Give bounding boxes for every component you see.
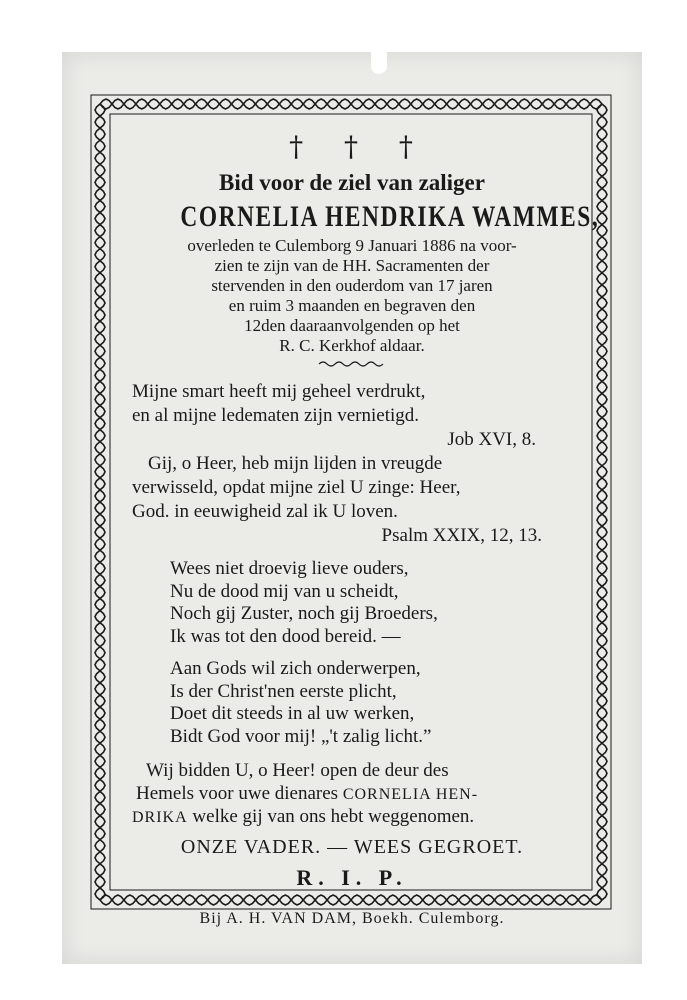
border-chain-strand [95,104,105,900]
verse-reference: Psalm XXIX, 12, 13. [381,525,542,546]
notice-line: R. C. Kerkhof aldaar. [279,336,425,355]
closing-prayer [132,760,572,830]
poem-line: Bidt God voor mij! „'t zalig licht.” [170,725,432,747]
poem-stanza [170,558,572,648]
prayer-line [132,783,572,807]
prayer-name: CORNELIA HEN- [342,785,479,803]
bible-verses [132,380,572,548]
notice-line: stervenden in den ouderdom van 17 jaren [211,276,493,295]
three-crosses-icon: † † † [289,130,429,163]
poem-stanza [170,658,572,748]
notice-line: zien te zijn van de HH. Sacramenten der [214,256,490,275]
prayer-line [132,806,572,830]
verse-line: Mijne smart heeft mij geheel verdrukt, [132,381,426,402]
prayer-header: Bid voor de ziel van zaliger [219,170,485,195]
poem-line: Wees niet droevig lieve ouders, [170,558,409,579]
notice-line: 12den daaraanvolgenden op het [244,316,460,335]
verse-line: Gij, o Heer, heb mijn lijden in vreugde [148,453,443,474]
poem-line: Doet dit steeds in al uw werken, [170,703,415,724]
closing-prayers: ONZE VADER. — WEES GEGROET. [180,835,524,858]
notice-line: overleden te Culemborg 9 Januari 1886 na voor- [187,236,517,255]
verse-line: God. in eeuwigheid zal ik U loven. [132,501,398,522]
prayer-name: DRIKA [132,809,188,826]
poem-line: Nu de dood mij van u scheidt, [170,580,399,602]
death-notice [132,236,572,356]
verse-line: verwisseld, opdat mijne ziel U zinge: Heer, [132,477,461,498]
prayer-text: Hemels voor uwe dienares [136,782,343,804]
poem-line: Is der Christ'nen eerste plicht, [170,680,397,702]
notice-line: en ruim 3 maanden en begraven den [228,296,476,315]
prayer-text: welke gij van ons hebt weggenomen. [187,806,475,827]
verse-reference: Job XVI, 8. [447,429,536,450]
card-content [132,130,600,891]
rip-text: R. I. P. [296,864,408,890]
poem-line: Ik was tot den dood bereid. — [170,625,401,647]
deceased-name: CORNELIA HENDRIKA WAMMES, [180,200,600,233]
poem [132,558,572,748]
divider-squiggle-icon [317,360,387,368]
printer-credit: Bij A. H. VAN DAM, Boekh. Culemborg. [199,910,505,927]
prayer-line: Wij bidden U, o Heer! open de deur des [146,760,449,781]
poem-line: Aan Gods wil zich onderwerpen, [170,658,421,679]
verse-line: en al mijne ledematen zijn vernietigd. [132,405,420,426]
poem-line: Noch gij Zuster, noch gij Broeders, [170,603,438,624]
